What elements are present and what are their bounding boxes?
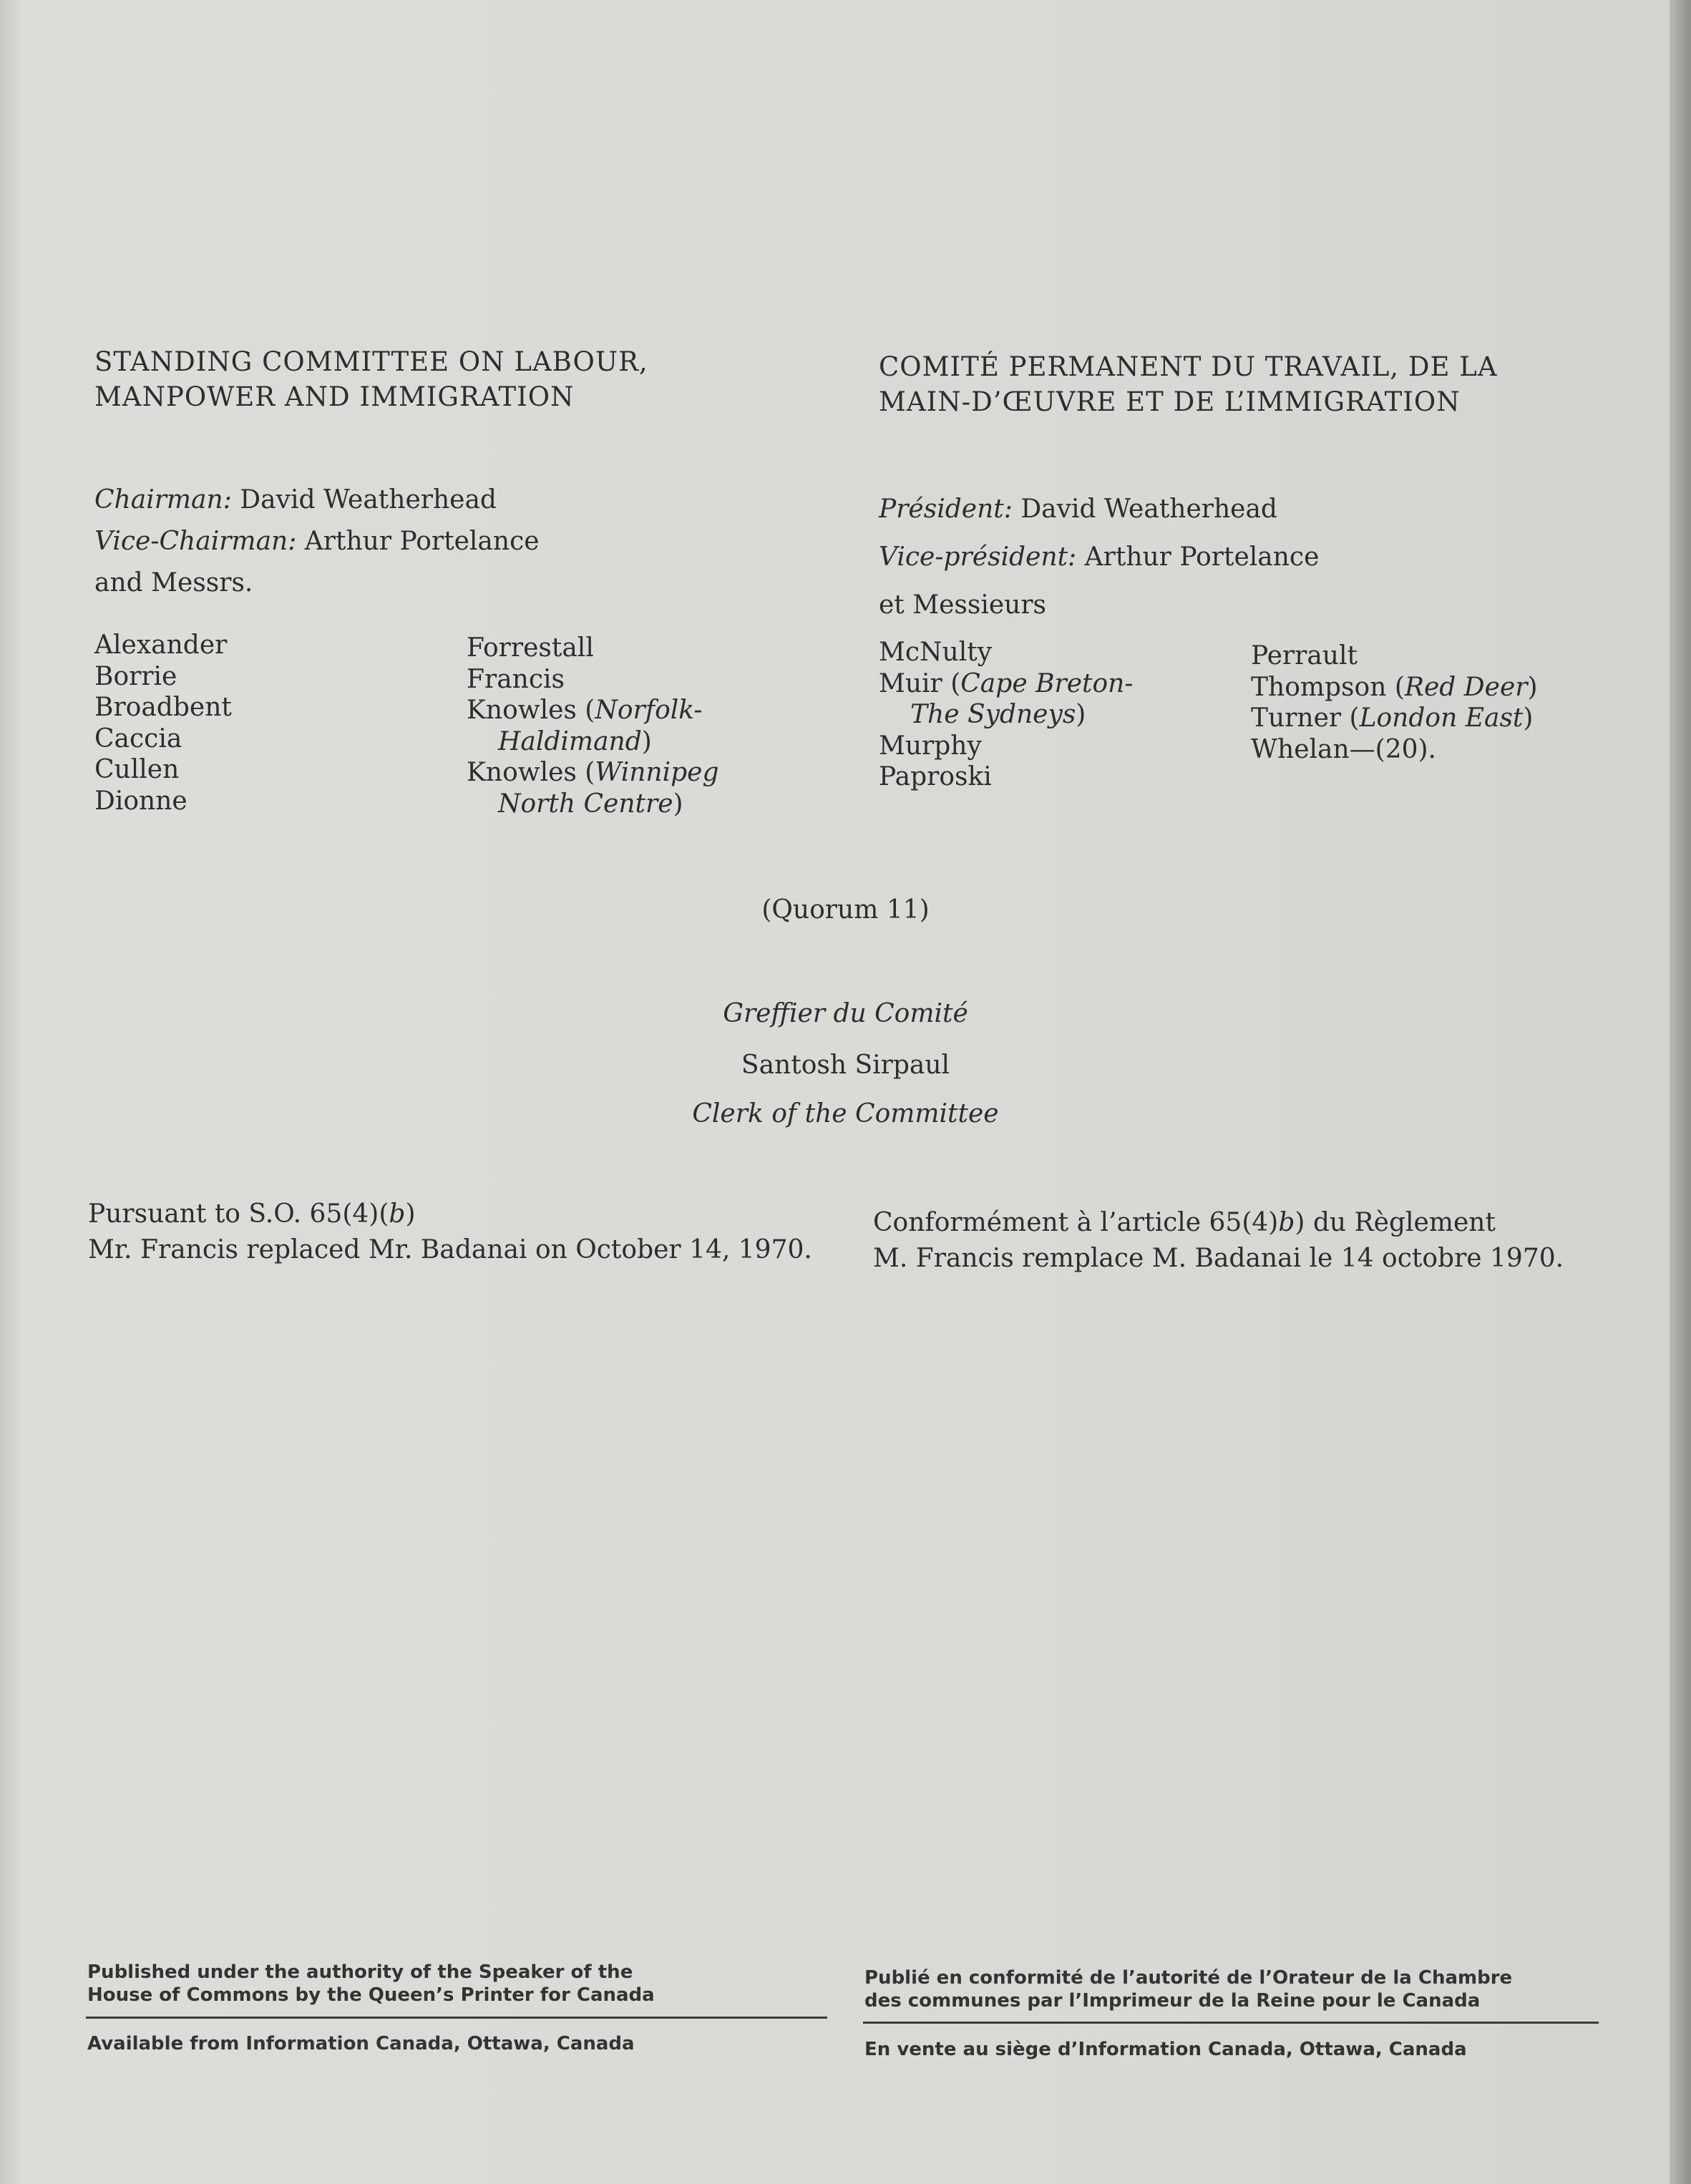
greffier-du-comite: Greffier du Comité <box>723 999 968 1028</box>
french-availability: En vente au siège d’Information Canada, Ottawa, Canada <box>864 2039 1467 2060</box>
member-name: Muir (Cape Breton- <box>879 668 1134 698</box>
member-name: Francis <box>467 664 565 694</box>
vice-chairman-line: Vice-Chairman: Arthur Portelance <box>94 527 540 556</box>
and-messrs: and Messrs. <box>94 568 253 598</box>
member-name: Whelan—(20). <box>1251 734 1436 764</box>
member-name: Knowles (Winnipeg <box>467 758 719 787</box>
page-edge-shadow <box>1670 0 1691 2184</box>
chairman-line: Chairman: David Weatherhead <box>94 485 497 515</box>
members-column-3 <box>879 637 1134 793</box>
clerk-of-the-committee: Clerk of the Committee <box>692 1099 999 1128</box>
member-name: Knowles (Norfolk- <box>467 696 703 725</box>
member-name: Dionne <box>94 786 187 816</box>
member-name: Perrault <box>1251 641 1358 671</box>
et-messieurs: et Messieurs <box>879 590 1047 620</box>
member-name: Caccia <box>94 723 182 754</box>
french-replacement-note: Conformément à l’article 65(4)b) du Règlement M. Francis remplace M. Badanai le 14 octobre 1970. <box>873 1208 1564 1273</box>
quorum: (Quorum 11) <box>761 895 930 925</box>
member-name: Cullen <box>94 755 180 784</box>
member-name: McNulty <box>879 638 993 667</box>
members-column-1 <box>94 630 232 816</box>
member-riding: Haldimand) <box>498 726 652 756</box>
english-publisher-note: Published under the authority of the Speaker of the House of Commons by the Queen’s Printer for Canada <box>87 1961 655 2006</box>
french-committee-title: COMITÉ PERMANENT DU TRAVAIL, DE LA MAIN-D’ŒUVRE ET DE L’IMMIGRATION <box>879 351 1498 417</box>
english-replacement-note: Pursuant to S.O. 65(4)(b) Mr. Francis replaced Mr. Badanai on October 14, 1970. <box>88 1199 812 1264</box>
member-name: Turner (London East) <box>1251 703 1534 733</box>
member-name: Murphy <box>879 731 982 761</box>
french-publisher-note: Publié en conformité de l’autorité de l’Orateur de la Chambre des communes par l’Imprimeur de la Reine pour le Canada <box>864 1967 1513 2012</box>
vice-president-line: Vice-président: Arthur Portelance <box>879 542 1320 572</box>
member-name: Forrestall <box>467 633 594 663</box>
member-riding: The Sydneys) <box>910 700 1086 729</box>
clerk-name: Santosh Sirpaul <box>741 1050 950 1080</box>
member-riding: North Centre) <box>498 789 683 819</box>
members-column-4 <box>1251 640 1538 765</box>
french-officers <box>879 485 1319 629</box>
english-committee-title: STANDING COMMITTEE ON LABOUR, MANPOWER AND IMMIGRATION <box>94 346 648 412</box>
members-column-2 <box>467 633 719 819</box>
footer-rule-french <box>863 2022 1599 2024</box>
member-name: Borrie <box>94 661 177 691</box>
member-name: Alexander <box>94 630 228 660</box>
footer-rule-english <box>86 2017 827 2019</box>
english-availability: Available from Information Canada, Ottawa, Canada <box>87 2033 635 2054</box>
member-name: Paproski <box>879 762 992 791</box>
member-name: Broadbent <box>94 693 232 722</box>
english-officers <box>94 479 540 604</box>
president-line: Président: David Weatherhead <box>879 494 1277 524</box>
member-name: Thompson (Red Deer) <box>1251 672 1538 702</box>
